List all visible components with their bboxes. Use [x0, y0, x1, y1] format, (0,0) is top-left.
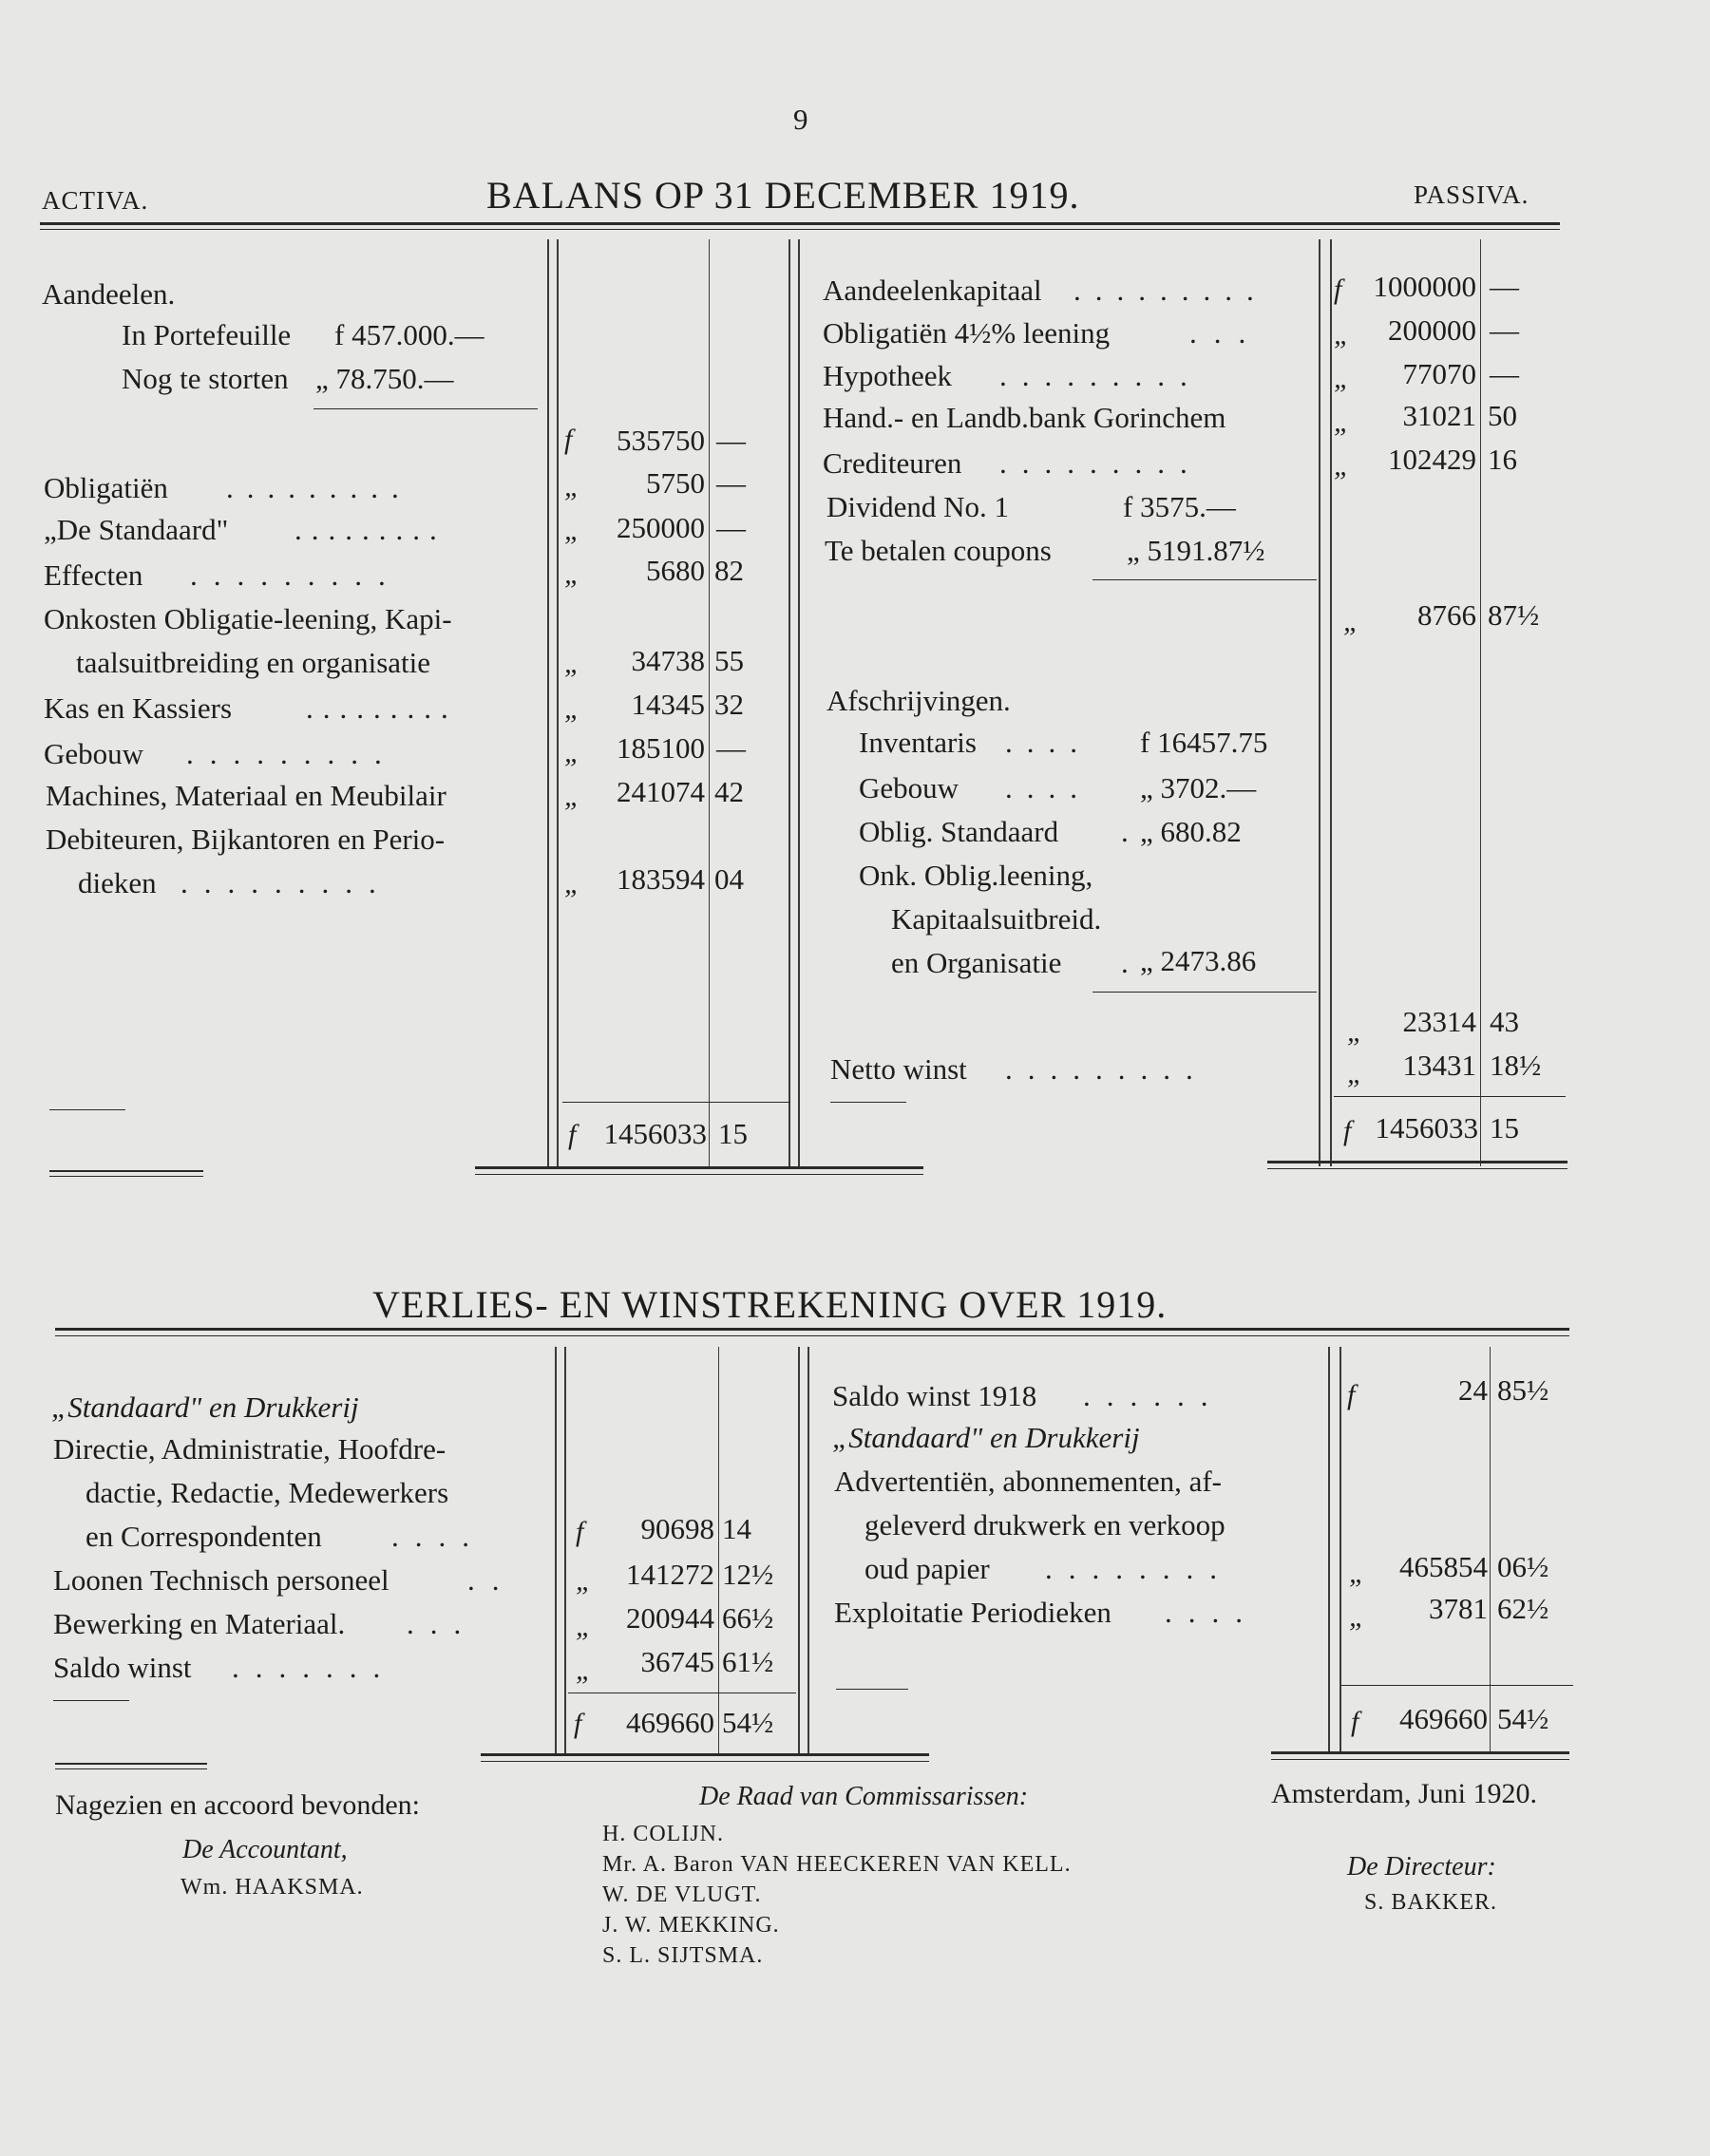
pl-left-total-rule: [53, 1700, 129, 1701]
passiva-total-rule: [830, 1102, 906, 1103]
pl-saldo-1918-cents: 85½: [1497, 1373, 1549, 1407]
commissaris-1: H. COLIJN.: [602, 1822, 724, 1846]
activa-kas: Kas en Kassiers: [44, 691, 233, 725]
pl-col-rule: [798, 1347, 800, 1753]
passiva-dividend-amount: f 3575.—: [1123, 490, 1236, 523]
activa-in-portefeuille-amount: f 457.000.—: [334, 318, 484, 351]
pl-right-heading: „Standaard" en Drukkerij: [832, 1421, 1140, 1454]
pl-right-total-rule: [1341, 1685, 1573, 1686]
pl-right-total: 469660: [1399, 1702, 1488, 1735]
leader-dots: ..: [467, 1563, 517, 1597]
ditto-mark: „: [564, 737, 580, 768]
passiva-hypotheek-amount: 77070: [1402, 357, 1476, 390]
pl-adv-cents: 06½: [1497, 1550, 1549, 1583]
passiva-hand: Hand.- en Landb.bank Gorinchem: [823, 401, 1226, 434]
leader-dots: .........: [186, 737, 398, 770]
passiva-obligatien-cents: —: [1490, 313, 1519, 347]
activa-obligatien-amount: 5750: [646, 466, 705, 500]
leader-dots: .........: [226, 471, 412, 504]
ditto-mark: „: [1334, 319, 1350, 350]
ditto-mark: „: [564, 515, 580, 546]
activa-gebouw-cents: —: [716, 731, 746, 765]
subtotal-rule: [1092, 992, 1317, 993]
passiva-hypotheek: Hypotheek: [823, 359, 953, 392]
passiva-crediteuren-amount: 102429: [1388, 443, 1476, 476]
passiva-dividend-total: 8766: [1417, 598, 1476, 632]
pl-adv-amount: 465854: [1399, 1550, 1488, 1583]
activa-kas-cents: 32: [714, 688, 744, 721]
passiva-dividend-total-cents: 87½: [1488, 598, 1540, 632]
pl-header-rule: [55, 1328, 1569, 1331]
passiva-inventaris-amount: f 16457.75: [1140, 726, 1268, 759]
pl-directie-line3: en Correspondenten: [86, 1520, 322, 1553]
leader-dots: ....: [391, 1520, 485, 1553]
leader-dots: .........: [999, 446, 1203, 480]
ditto-mark: „: [564, 868, 580, 899]
leader-dots: ......: [1083, 1379, 1225, 1412]
ditto-mark: „: [1349, 1558, 1365, 1589]
passiva-netto-winst-cents: 18½: [1490, 1049, 1542, 1082]
passiva-double-rule: [1267, 1168, 1568, 1169]
activa-onkosten-amount: 34738: [631, 644, 705, 677]
activa-effecten-cents: 82: [714, 554, 744, 587]
activa-debiteuren-line1: Debiteuren, Bijkantoren en Perio-: [46, 823, 446, 856]
passiva-netto-winst: Netto winst: [830, 1052, 967, 1086]
passiva-crediteuren-cents: 16: [1488, 443, 1517, 476]
activa-total-rule: [49, 1109, 125, 1110]
passiva-gebouw-amount: „ 3702.—: [1140, 771, 1257, 804]
ditto-mark: „: [1349, 1601, 1365, 1633]
ditto-mark: „: [564, 693, 580, 725]
florin-sign: f: [564, 424, 573, 455]
activa-debiteuren-cents: 04: [714, 862, 744, 896]
activa-debiteuren-amount: 183594: [617, 862, 705, 896]
balance-col-rule: [798, 239, 800, 1166]
pl-loonen-cents: 12½: [722, 1558, 774, 1591]
pl-exploitatie-cents: 62½: [1497, 1592, 1549, 1625]
pl-right-double-rule: [1271, 1759, 1569, 1760]
pl-header-rule-thin: [55, 1335, 1569, 1336]
ditto-mark: „: [1334, 363, 1350, 394]
pl-saldo: Saldo winst: [53, 1651, 192, 1684]
pl-exploitatie: Exploitatie Periodieken: [834, 1596, 1112, 1629]
activa-obligatien-cents: —: [716, 466, 746, 500]
activa-effecten: Effecten: [44, 558, 143, 592]
passiva-label: PASSIVA.: [1414, 180, 1530, 209]
pl-left-double-rule: [481, 1753, 929, 1756]
pl-bewerking-amount: 200944: [626, 1601, 714, 1635]
directeur-name: S. BAKKER.: [1364, 1890, 1498, 1915]
activa-label: ACTIVA.: [42, 186, 149, 215]
passiva-dividend: Dividend No. 1: [826, 490, 1010, 523]
passiva-gebouw: Gebouw: [859, 771, 960, 804]
balance-col-rule: [788, 239, 790, 1166]
ditto-mark: „: [576, 1655, 592, 1686]
activa-machines: Machines, Materiaal en Meubilair: [46, 779, 446, 812]
florin-sign: f: [1347, 1379, 1356, 1410]
leader-dots: .........: [190, 558, 402, 592]
leader-dots: ....: [1005, 726, 1092, 759]
pl-loonen-amount: 141272: [626, 1558, 714, 1591]
pl-col-rule: [808, 1347, 809, 1753]
pl-col-rule: [555, 1347, 557, 1753]
activa-onkosten-line1: Onkosten Obligatie-leening, Kapi-: [44, 602, 452, 635]
pl-directie-line1: Directie, Administratie, Hoofdre-: [53, 1432, 446, 1466]
activa-total-cents: 15: [718, 1117, 748, 1150]
passiva-onk-line1: Onk. Oblig.leening,: [859, 859, 1093, 892]
leader-dots: ........: [1045, 1552, 1233, 1585]
pl-left-total-cents: 54½: [722, 1706, 774, 1739]
florin-sign: f: [1343, 1115, 1352, 1146]
passiva-hand-amount: 31021: [1402, 399, 1476, 432]
activa-aandeelen: Aandeelen.: [42, 277, 176, 311]
pl-col-rule: [1328, 1347, 1330, 1753]
pl-saldo-1918: Saldo winst 1918: [832, 1379, 1037, 1412]
balance-col-rule: [557, 239, 559, 1166]
activa-standaard-amount: 250000: [617, 511, 705, 544]
pl-left-heading: „Standaard" en Drukkerij: [51, 1390, 359, 1424]
passiva-total-rule: [1334, 1096, 1566, 1097]
activa-in-portefeuille: In Portefeuille: [122, 318, 292, 351]
subtotal-rule: [314, 408, 538, 409]
balance-header-rule-thin: [40, 229, 1560, 230]
raad-heading: De Raad van Commissarissen:: [699, 1782, 1029, 1811]
pl-saldo-cents: 61½: [722, 1645, 774, 1678]
passiva-aandeelenkapitaal-amount: 1000000: [1373, 270, 1476, 303]
pl-title: VERLIES- EN WINSTREKENING OVER 1919.: [372, 1283, 1168, 1326]
passiva-netto-winst-amount: 13431: [1402, 1049, 1476, 1082]
passiva-coupons-amount: „ 5191.87½: [1127, 534, 1265, 567]
leader-dots: .........: [999, 359, 1203, 392]
pl-col-rule: [564, 1347, 566, 1753]
balance-col-rule: [709, 239, 710, 1166]
florin-sign: f: [576, 1516, 584, 1547]
pl-adv-line3: oud papier: [864, 1552, 990, 1585]
activa-onkosten-line2: taalsuitbreiding en organisatie: [76, 646, 431, 679]
passiva-oblig-standaard-amount: „ 680.82: [1140, 815, 1242, 848]
passiva-double-rule: [1267, 1161, 1568, 1163]
pl-left-double-rule: [55, 1768, 207, 1769]
ditto-mark: „: [564, 471, 580, 502]
passiva-crediteuren: Crediteuren: [823, 446, 962, 480]
activa-onkosten-cents: 55: [714, 644, 744, 677]
commissaris-4: J. W. MEKKING.: [602, 1913, 780, 1938]
passiva-total-cents: 15: [1490, 1111, 1519, 1144]
ditto-mark: „: [1343, 606, 1359, 637]
place-date: Amsterdam, Juni 1920.: [1271, 1778, 1537, 1809]
activa-double-rule: [49, 1176, 203, 1177]
florin-sign: f: [1334, 274, 1342, 305]
pl-loonen: Loonen Technisch personeel: [53, 1563, 390, 1597]
pl-right-double-rule: [1271, 1751, 1569, 1754]
commissaris-3: W. DE VLUGT.: [602, 1882, 762, 1907]
pl-left-total: 469660: [626, 1706, 714, 1739]
ditto-mark: „: [1347, 1058, 1363, 1089]
balance-col-rule: [1319, 239, 1320, 1166]
pl-left-double-rule: [55, 1763, 207, 1765]
pl-right-total-cents: 54½: [1497, 1702, 1549, 1735]
page-number: 9: [793, 103, 808, 136]
activa-standaard-cents: —: [716, 511, 746, 544]
balance-col-rule: [1480, 239, 1481, 1166]
activa-aandeelen-total-cents: —: [716, 424, 746, 457]
pl-saldo-1918-amount: 24: [1458, 1373, 1488, 1407]
pl-adv-line2: geleverd drukwerk en verkoop: [864, 1508, 1226, 1541]
passiva-onk-amount: „ 2473.86: [1140, 944, 1257, 977]
ditto-mark: „: [1347, 1016, 1363, 1048]
pl-col-rule: [1340, 1347, 1341, 1753]
passiva-afschr-total-cents: 43: [1490, 1005, 1519, 1038]
activa-effecten-amount: 5680: [646, 554, 705, 587]
ditto-mark: „: [564, 648, 580, 679]
balance-header-rule: [40, 222, 1560, 225]
directeur-title: De Directeur:: [1347, 1852, 1496, 1882]
ditto-mark: „: [1334, 407, 1350, 438]
leader-dots: .........: [306, 691, 458, 725]
activa-machines-cents: 42: [714, 775, 744, 808]
florin-sign: f: [568, 1119, 577, 1150]
leader-dots: .........: [1005, 1052, 1208, 1086]
pl-adv-line1: Advertentiën, abonnementen, af-: [834, 1465, 1222, 1498]
passiva-onk-line2: Kapitaalsuitbreid.: [891, 902, 1102, 936]
ditto-mark: „: [576, 1565, 592, 1597]
passiva-total: 1456033: [1375, 1111, 1478, 1144]
activa-double-rule: [475, 1174, 923, 1175]
florin-sign: f: [1351, 1706, 1359, 1737]
passiva-onk-line3: en Organisatie: [891, 946, 1062, 979]
commissaris-5: S. L. SIJTSMA.: [602, 1943, 764, 1968]
passiva-afschrijvingen: Afschrijvingen.: [826, 684, 1011, 717]
activa-standaard: „De Standaard": [44, 513, 229, 546]
leader-dots: ....: [1165, 1596, 1259, 1629]
pl-col-rule: [1490, 1347, 1491, 1753]
leader-dots: .: [1121, 946, 1142, 979]
pl-directie-amount: 90698: [640, 1512, 714, 1545]
leader-dots: .......: [232, 1651, 397, 1684]
ditto-mark: „: [564, 558, 580, 590]
passiva-obligatien: Obligatiën 4½% leening: [823, 316, 1111, 350]
leader-dots: .........: [180, 866, 392, 899]
ditto-mark: „: [1334, 450, 1350, 482]
activa-gebouw-amount: 185100: [617, 731, 705, 765]
passiva-aandeelenkapitaal: Aandeelenkapitaal: [823, 274, 1042, 307]
passiva-aandeelenkapitaal-cents: —: [1490, 270, 1519, 303]
passiva-hypotheek-cents: —: [1490, 357, 1519, 390]
passiva-coupons: Te betalen coupons: [825, 534, 1052, 567]
commissaris-2: Mr. A. Baron VAN HEECKEREN VAN KELL.: [602, 1852, 1072, 1877]
passiva-obligatien-amount: 200000: [1388, 313, 1476, 347]
pl-exploitatie-amount: 3781: [1429, 1592, 1488, 1625]
activa-kas-amount: 14345: [631, 688, 705, 721]
leader-dots: .........: [294, 513, 446, 546]
activa-obligatien: Obligatiën: [44, 471, 168, 504]
balance-title: BALANS OP 31 DECEMBER 1919.: [486, 174, 1080, 217]
pl-directie-line2: dactie, Redactie, Medewerkers: [86, 1476, 449, 1509]
pl-right-total-rule: [836, 1689, 908, 1690]
subtotal-rule: [1092, 579, 1317, 580]
activa-nog-te-storten: Nog te storten: [122, 362, 289, 395]
activa-double-rule: [475, 1166, 923, 1169]
leader-dots: ...: [1189, 316, 1264, 350]
pl-saldo-amount: 36745: [640, 1645, 714, 1678]
pl-directie-cents: 14: [722, 1512, 751, 1545]
passiva-inventaris: Inventaris: [859, 726, 977, 759]
leader-dots: ...: [407, 1607, 478, 1640]
passiva-hand-cents: 50: [1488, 399, 1517, 432]
nagezien-text: Nagezien en accoord bevonden:: [55, 1789, 420, 1821]
activa-total-rule: [562, 1102, 790, 1103]
florin-sign: f: [574, 1708, 582, 1739]
activa-total: 1456033: [603, 1117, 707, 1150]
ditto-mark: „: [576, 1611, 592, 1642]
leader-dots: .........: [1074, 274, 1268, 307]
leader-dots: .: [1121, 815, 1142, 848]
activa-gebouw: Gebouw: [44, 737, 144, 770]
balance-col-rule: [547, 239, 549, 1166]
ditto-mark: „: [564, 781, 580, 812]
activa-debiteuren-line2: dieken: [78, 866, 157, 899]
activa-aandeelen-total: 535750: [617, 424, 705, 457]
pl-left-double-rule: [481, 1761, 929, 1762]
leader-dots: ....: [1005, 771, 1092, 804]
activa-machines-amount: 241074: [617, 775, 705, 808]
activa-nog-te-storten-amount: „ 78.750.—: [315, 362, 454, 395]
accountant-name: Wm. HAAKSMA.: [180, 1875, 364, 1900]
passiva-oblig-standaard: Oblig. Standaard: [859, 815, 1059, 848]
passiva-afschr-total: 23314: [1402, 1005, 1476, 1038]
activa-double-rule: [49, 1170, 203, 1172]
pl-bewerking-cents: 66½: [722, 1601, 774, 1635]
pl-bewerking: Bewerking en Materiaal.: [53, 1607, 346, 1640]
accountant-title: De Accountant,: [182, 1835, 348, 1864]
